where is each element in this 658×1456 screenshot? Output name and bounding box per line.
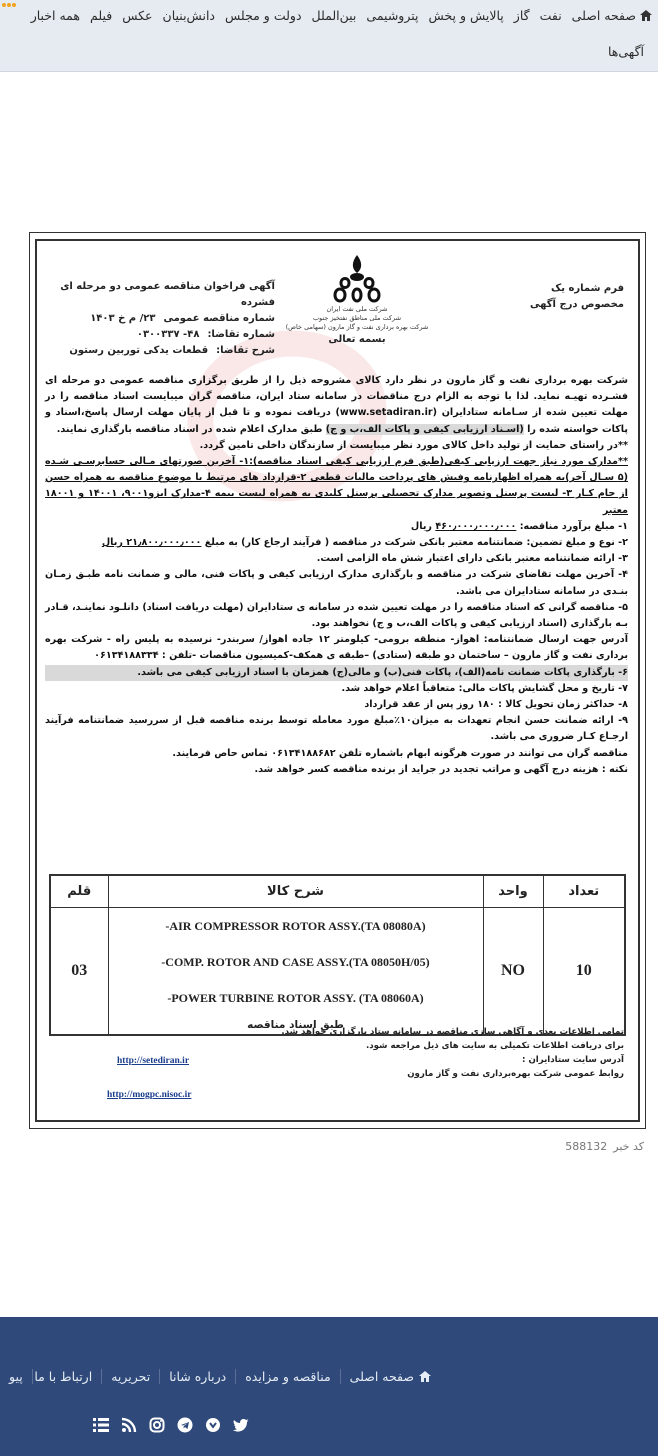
tender-title: آگهی فراخوان مناقصه عمومی دو مرحله ای فشرده (60, 281, 275, 308)
header-desc: شرح کالا (108, 875, 483, 907)
nav-item-photo[interactable]: عکس (122, 8, 153, 23)
home-icon (640, 10, 652, 21)
telegram-icon[interactable] (176, 1416, 194, 1434)
site-footer (0, 1317, 658, 1456)
nav-item-home[interactable] (572, 8, 652, 23)
mogpc-link: http://mogpc.nisoc.ir (107, 1090, 192, 1100)
item-3: ۳- ارائه ضمانتنامه معتبر بانکی دارای اعتبار شش ماه الزامی است. (316, 553, 628, 565)
news-code-value: 588132 (565, 1140, 608, 1153)
logo-line: شرکت ملی نفت ایران (326, 305, 388, 313)
nav-item-petrochemical[interactable]: پتروشیمی (366, 8, 419, 23)
news-code-label: کد خبر (613, 1140, 644, 1153)
footer-home-label: صفحه اصلی (349, 1369, 414, 1384)
live-news-icon[interactable] (0, 2, 18, 16)
bismillah: بسمه تعالی (328, 334, 386, 345)
nav-item-international[interactable]: بین‌الملل (311, 8, 357, 23)
nioc-logo-icon (327, 253, 387, 305)
row-unit: NO (483, 907, 543, 1035)
item-5: ۵- مناقصه گرانی که اسناد مناقصه را در مهلت تعیین شده در سامانه ی ستادایران (مهلت دریافت اسناد) دانلـود نماینـد، قـادر بـه بارگذاری (اسناد ارزیابی کیفی و پاکات الف،ب و ج) نخواهند بود. (45, 601, 628, 630)
footer-contact[interactable]: ارتباط با ما (34, 1369, 93, 1384)
tender-header-info (45, 279, 275, 359)
estimate-unit: ریال (410, 520, 432, 532)
desc-line: -AIR COMPRESSOR ROTOR ASSY.(TA 08080A) (165, 918, 426, 933)
nav-item-gas[interactable]: گاز (513, 8, 530, 23)
home-icon (419, 1371, 431, 1382)
intro-highlight: (اسـناد ارزیابی کیفی و پاکات الف،ب و ج) (325, 423, 524, 435)
tender-body (45, 373, 628, 778)
item-2 (45, 535, 628, 551)
intro-paragraph (45, 373, 628, 438)
footer-tenders[interactable]: مناقصه و مزایده (235, 1369, 339, 1384)
tender-notice-frame (35, 239, 640, 1122)
tender-number-label: شماره مناقصه عمومی (163, 313, 275, 324)
form-header (530, 281, 624, 313)
notice-footer (64, 1025, 624, 1081)
tender-notice-image (29, 232, 646, 1129)
items-table (49, 874, 626, 1036)
main-menu (31, 8, 652, 23)
footer-note: روابط عمومی شرکت بهره‌برداری نفت و گاز مارون (407, 1069, 624, 1079)
nav-item-refining[interactable]: پالایش و پخش (428, 8, 504, 23)
item-7: ۷- تاریخ و محل گشایش پاکات مالی: متعاقباً اعلام خواهد شد. (341, 682, 628, 694)
header-item: قلم (50, 875, 108, 907)
row-qty: 10 (543, 907, 625, 1035)
twitter-icon[interactable] (232, 1416, 250, 1434)
docs-required: **مدارک مورد نیاز جهت ارزیابی کیفی(طبق فرم ارزیابی کیفی اسناد مناقصه):۱- آخرین صورتهای مـالی حسابرسـی شـده (۵ سـال آخر)به همراه اظهارنامه وفیش های پرداخت مالیات قطعی ۲-قرارداد های مرتبط با موضوع مناقصه به همراه حسن از جام کـار ۳- لیست پرسنل وتصویر مدارک تحصیلی پرسنل کلیدی به همراه لیست بیمه ۴-مدارک ایزو۹۰۰۱، ۱۴۰۰۱ و ۱۸۰۰۱ معتبر (45, 456, 628, 516)
nav-item-ads[interactable]: آگهی‌ها (607, 44, 644, 59)
desc-line: -COMP. ROTOR AND CASE ASSY.(TA 08050H/05) (161, 954, 430, 969)
nav-item-government[interactable]: دولت و مجلس (225, 8, 302, 23)
request-number-label: شماره تقاضا: (207, 329, 275, 340)
footer-home[interactable] (340, 1369, 440, 1384)
footer-note: آدرس سایت ستادایران : (522, 1055, 624, 1065)
news-code (565, 1140, 644, 1153)
footer-editorial[interactable]: تحریریه (101, 1369, 159, 1384)
request-desc: قطعات یدکی توربین رستون (69, 345, 209, 356)
header-unit: واحد (483, 875, 543, 907)
aparat-icon[interactable] (204, 1416, 222, 1434)
rss-icon[interactable] (120, 1416, 138, 1434)
footer-extra-link[interactable]: پیو (0, 1369, 33, 1384)
list-icon[interactable] (92, 1416, 110, 1434)
support-note: **در راستای حمایت از تولید داخل کالای مورد نظر میبایست از سازندگان داخلی تامین گردد. (199, 439, 628, 451)
footer-about[interactable]: درباره شانا (159, 1369, 235, 1384)
footer-note: برای دریافت اطلاعات تکمیلی به سایت های ذیل مراجعه شود. (365, 1041, 624, 1051)
desc-line: -POWER TURBINE ROTOR ASSY. (TA 08060A) (167, 990, 424, 1005)
item-8: ۸- حداکثر زمان تحویل کالا : ۱۸۰ روز پس از عقد قرارداد (364, 699, 628, 711)
live-dots-icon (2, 2, 16, 8)
item-6: ۶- بارگذاری پاکات ضمانت نامه(الف)، پاکات فنی(ب) و مالی(ج) همزمان با اسناد ارزیابی کیفی می باشد. (45, 665, 628, 681)
form-number: فرم شماره یک (550, 283, 624, 294)
company-logo (282, 253, 432, 345)
contact-note: مناقصه گران می توانند در صورت هرگونه ابهام باشماره تلفن ۰۶۱۳۴۱۸۸۶۸۲ تماس حاص فرمایند. (172, 747, 628, 759)
setadiran-link: http://setediran.ir (117, 1056, 190, 1066)
header-qty: تعداد (543, 875, 625, 907)
logo-line: شرکت بهره برداری نفت و گاز مارون (سهامی خاص) (285, 323, 429, 331)
row-item: 03 (50, 907, 108, 1035)
intro-end: طبق مدارک اعلام شده در اسناد مناقصه بارگذاری نمایند. (56, 423, 323, 435)
content-area (0, 72, 658, 1317)
desc-note: طبق اسناد مناقصه (247, 1018, 344, 1031)
nav-item-all-news[interactable]: همه اخبار (30, 8, 80, 23)
request-desc-label: شرح تقاضا: (216, 345, 275, 356)
cost-note: نکته : هزینه درج آگهی و مراتب تجدید در جراید از برنده مناقصه کسر خواهد شد. (254, 763, 628, 775)
social-links (92, 1416, 250, 1434)
item-1-label: ۱- مبلغ برآورد مناقصه: (519, 520, 628, 532)
footer-nav (25, 1369, 440, 1384)
form-purpose: مخصوص درج آگهی (530, 299, 624, 310)
intro-text: شرکت بهره برداری نفت و گاز مارون در نظر دارد کالای مشروحه ذیل را از طریق برگزاری مناقصه عمومی دو مرحله ای فشـرده تهیـه نماید. لذا با توجه به الزام درج مناقصات در سامانه ستاد ایران، مناقصه گران میبایست اسناد مناقصه را در مهلت تعیین شده از سـامانه ستادایران (www.setadiran.ir) دریافت نموده و تا قبل از پایان مهلت ارسال پاسخ،اسناد و پاکات خواسته شده را (45, 375, 628, 435)
guarantee-value: ۲۱٫۸۰۰٫۰۰۰٫۰۰۰ ریال (101, 537, 202, 549)
nav-item-oil[interactable]: نفت (539, 8, 562, 23)
table-row (50, 907, 625, 1035)
estimate-value: ۴۶۰٫۰۰۰٫۰۰۰٫۰۰۰ (435, 520, 517, 532)
item-2-label: ۲- نوع و مبلغ تضمین: ضمانتنامه معتبر بانکی شرکت در مناقصه ( فرآیند ارجاع کار) به مبلغ (204, 537, 628, 549)
instagram-icon[interactable] (148, 1416, 166, 1434)
logo-line: شرکت ملی مناطق نفتخیز جنوب (312, 314, 402, 322)
nav-item-knowledge[interactable]: دانش‌بنیان (162, 8, 215, 23)
nav-item-video[interactable]: فیلم (90, 8, 113, 23)
footer-note: تمامی اطلاعات بعدی و آگاهی سازی مناقصه در سامانه ستاد بارگزاری خواهد شد. (281, 1027, 624, 1037)
item-4: ۴- آخرین مهلت تقاضای شرکت در مناقصه و بارگذاری مدارک ارزیابی کیفی و پاکات فنی، مالی و ضمانت نامه طبـق زمـان بنـدی در سامانه ستادایران می باشد. (45, 569, 628, 597)
row-desc (108, 907, 483, 1035)
tender-number: ۲۳/ م خ ۱۴۰۳ (90, 313, 156, 324)
nav-item-label: صفحه اصلی (571, 8, 636, 23)
request-number: ۴۸- ۰۳۰۰۳۳۷ (136, 329, 200, 340)
guarantee-address: آدرس جهت ارسال ضمانتنامه: اهواز- منطقه برومی- کیلومتر ۱۲ جاده اهواز/ سربندر- نرسیده به پلیس راه - شرکت بهره برداری نفت و گاز مارون – ساختمان دو طبقه (ستادی) –طبقه ی همکف-کمیسیون مناقصات -تلفن : ۰۶۱۳۴۱۸۸۳۳۴ (45, 634, 628, 662)
item-9: ۹- ارائه ضمانت حسن انجام تعهدات به میزان۱۰٪مبلغ مورد معامله توسط برنده مناقصه قبل از سررسید ضمانتنامه فرآیند ارجـاع کـار ضروری می باشد. (45, 715, 628, 743)
top-navigation (0, 0, 658, 72)
item-1 (45, 519, 628, 535)
table-header-row (50, 875, 625, 907)
